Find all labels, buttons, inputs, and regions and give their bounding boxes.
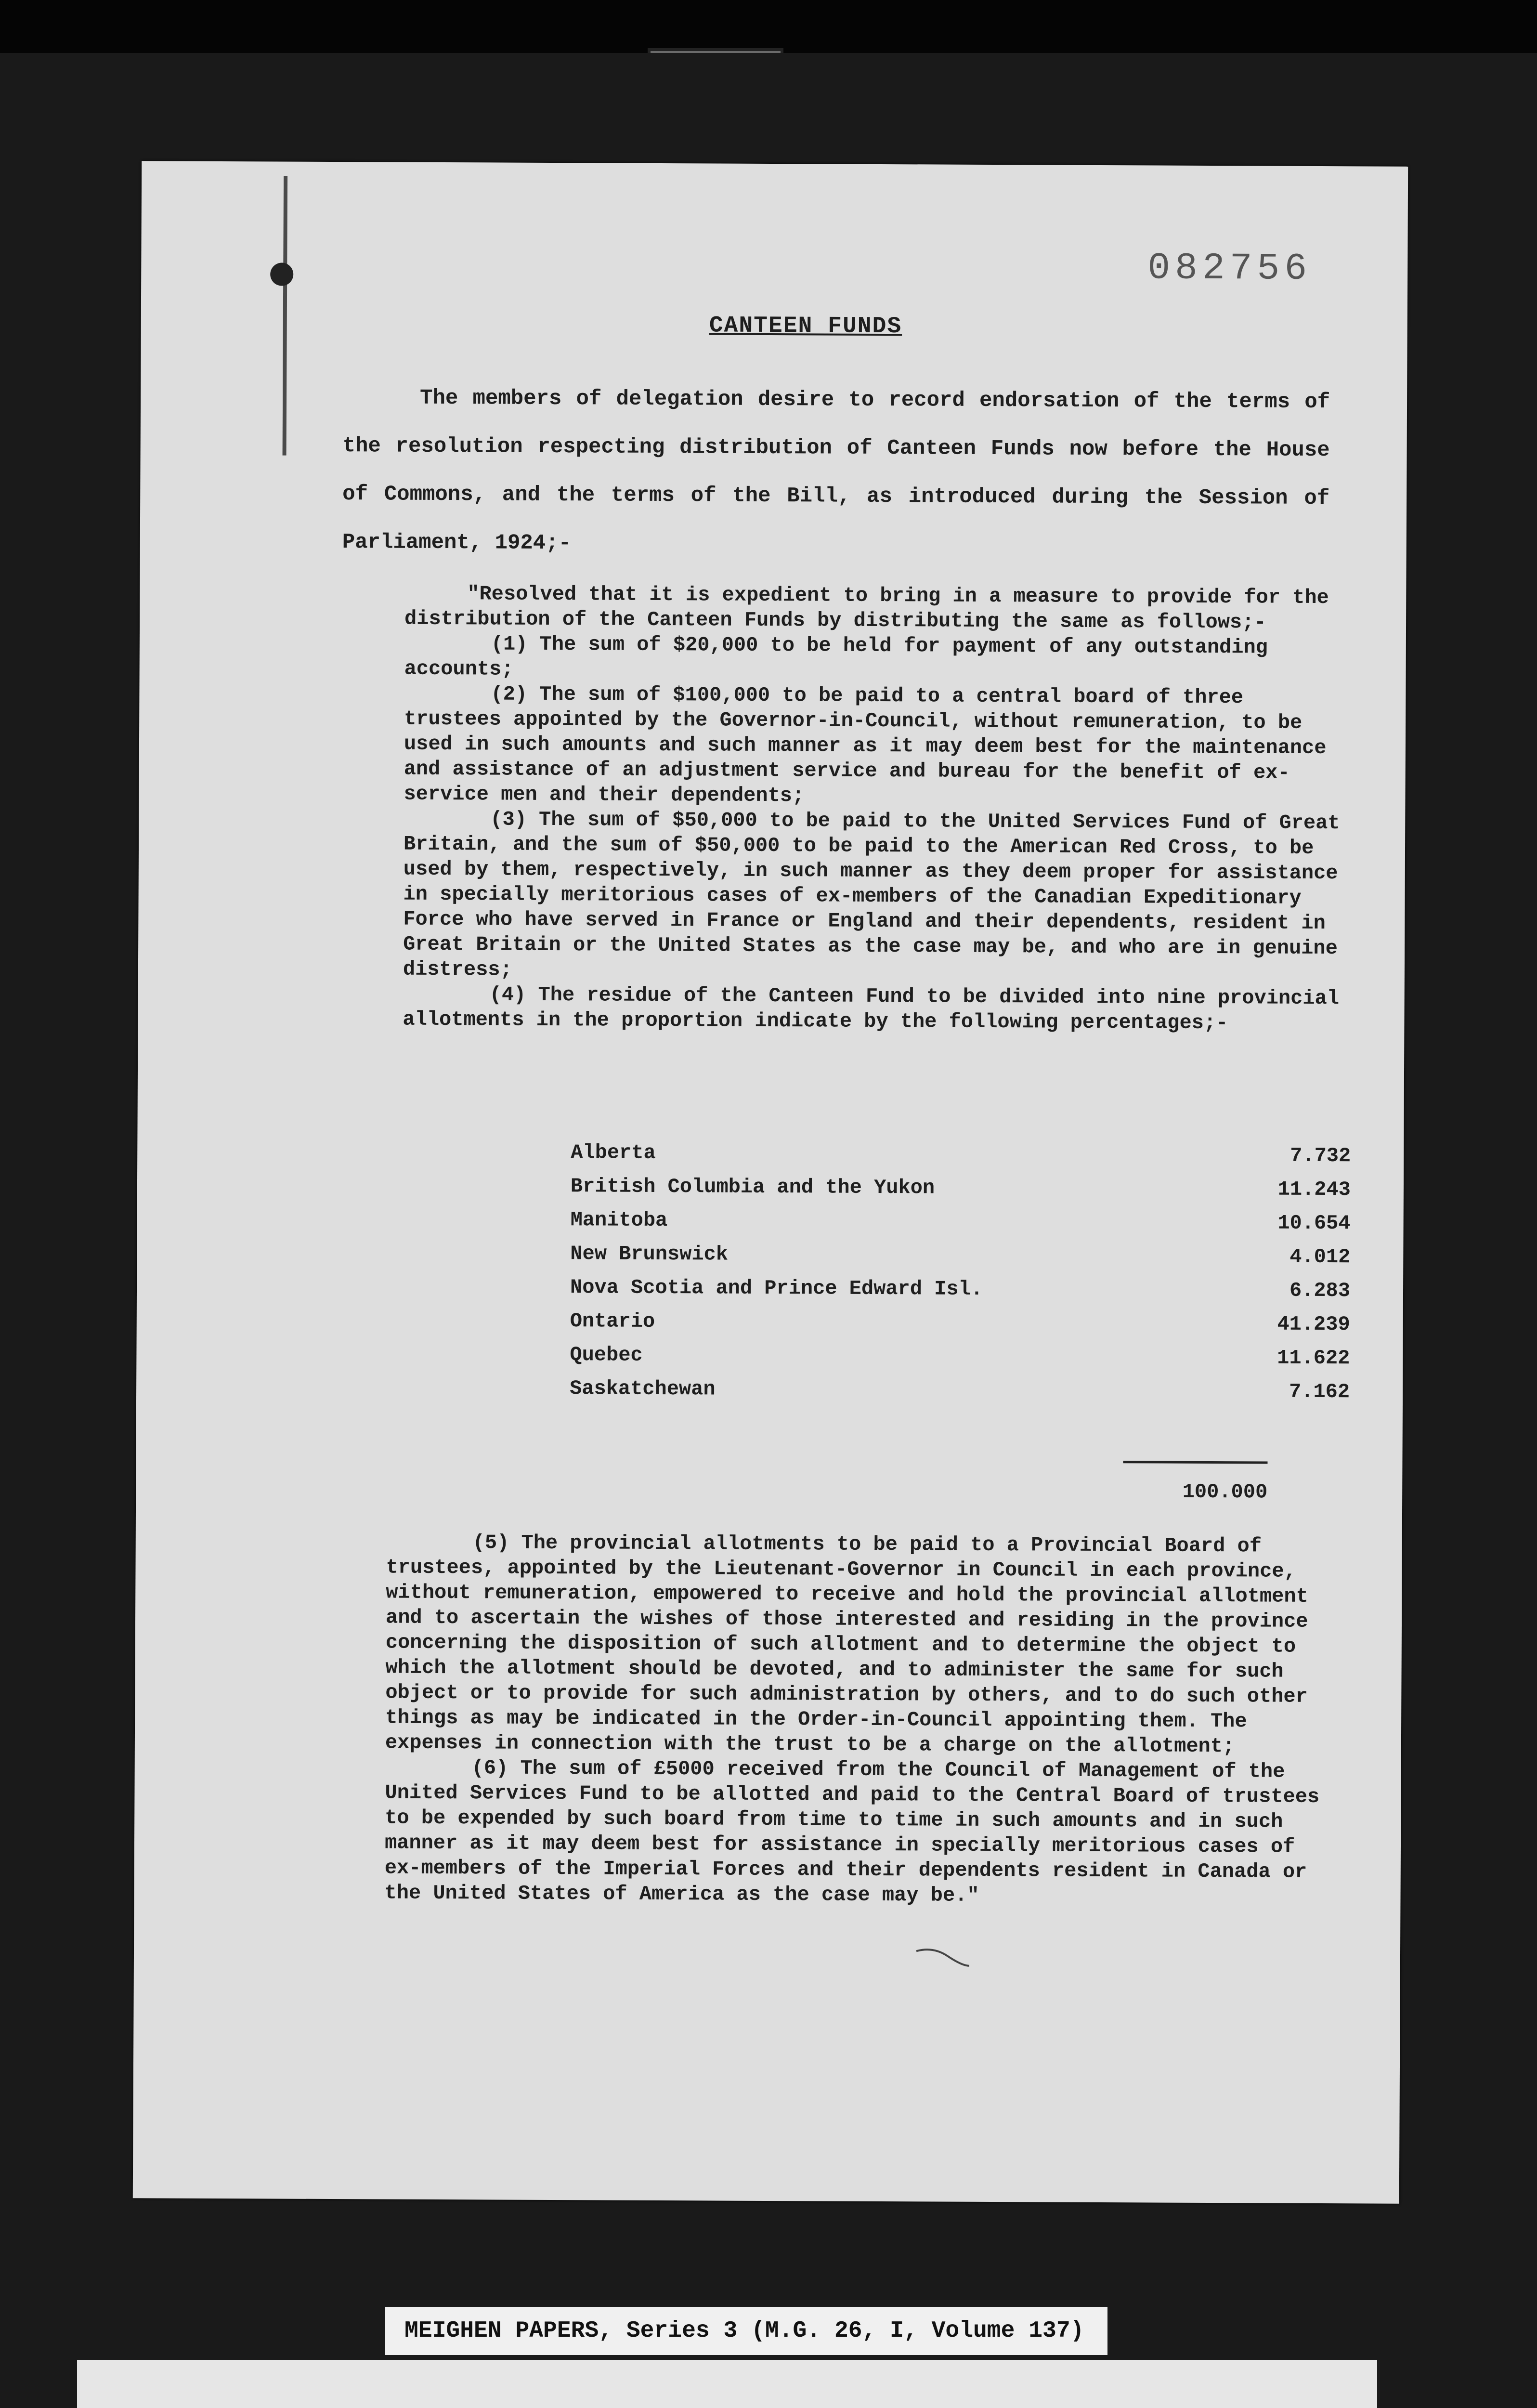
archive-card: [77, 2360, 1377, 2408]
province-percentage: 6.283: [1289, 1279, 1351, 1303]
province-percentage: 10.654: [1277, 1211, 1351, 1235]
table-row: [571, 1203, 1351, 1240]
reference-label: MEIGHEN PAPERS, Series 3 (M.G. 26, I, Volume 137): [385, 2307, 1107, 2355]
clause-4: (4) The residue of the Canteen Fund to be divided into nine provincial allotments in the proportion indicate by the following percentages;-: [403, 983, 1340, 1035]
table-row: [570, 1270, 1350, 1308]
province-percentage: 4.012: [1290, 1245, 1351, 1269]
margin-mark: [283, 176, 288, 456]
province-percentage: 41.239: [1277, 1312, 1350, 1336]
clause-5: (5) The provincial allotments to be paid to a Provincial Board of trustees, appointed by the Lieutenant-Governor in Council in each province, without remuneration, empowered to receive and hold the provincial allotment and to ascertain the wishes of those interested and residing in the province concerning the disposition of such allotment and to determine the object to which the allotment should be devoted, and to administer the same for such object or to provide for such administration by others, and to do such other things as may be indicated in the Order-in-Council appointing them. The expenses in connection with the trust to be a charge on the allotment;: [385, 1531, 1308, 1758]
province-name: Alberta: [571, 1141, 656, 1165]
table-row: [570, 1237, 1350, 1274]
stamp-number: 082756: [1147, 247, 1312, 290]
province-percentage: 7.732: [1290, 1144, 1351, 1168]
percentage-total: 100.000: [1182, 1480, 1268, 1504]
resolution-continued: [384, 1530, 1329, 1910]
clause-1: (1) The sum of $20,000 to be held for payment of any outstanding accounts;: [404, 632, 1268, 681]
pen-mark: [914, 1946, 972, 1971]
film-top-band: [0, 0, 1537, 53]
percentage-table: [570, 1136, 1351, 1409]
province-name: British Columbia and the Yukon: [570, 1175, 935, 1200]
province-percentage: 7.162: [1289, 1380, 1350, 1404]
clause-6: (6) The sum of £5000 received from the Council of Management of the United Services Fund to be allotted and paid to the Central Board of trustees to be expended by such board from time to time in such amounts and in such manner as it may deem best for assistance in specially meritorious cases of ex-members of the Imperial Forces and their dependents resident in Canada or the United States of America as the case may be.": [384, 1756, 1320, 1907]
province-percentage: 11.243: [1277, 1178, 1351, 1202]
intro-paragraph: [342, 374, 1330, 571]
punch-hole: [270, 262, 293, 286]
table-row: [570, 1304, 1350, 1341]
province-name: Ontario: [570, 1309, 655, 1333]
table-row: [570, 1372, 1350, 1409]
province-name: Saskatchewan: [570, 1377, 716, 1401]
page-title: CANTEEN FUNDS: [709, 313, 902, 340]
table-row: [570, 1338, 1350, 1375]
table-row: [571, 1136, 1351, 1173]
intro-text: The members of delegation desire to record endorsation of the terms of the resolution respecting distribution of Canteen Funds now before the House of Commons, and the terms of the Bill, as introduced during the Session of Parliament, 1924;-: [342, 386, 1330, 556]
total-rule: [1123, 1461, 1267, 1464]
document-page: [133, 161, 1408, 2203]
table-row: [571, 1169, 1351, 1206]
clause-2: (2) The sum of $100,000 to be paid to a central board of three trustees appointed by the Governor-in-Council, without remuneration, to be used in such amounts and such manner as it may deem best for the maintenance and assistance of an adjustment service and bureau for the benefit of ex-service men and their dependents;: [404, 682, 1327, 808]
province-name: Quebec: [570, 1343, 643, 1367]
province-name: New Brunswick: [570, 1242, 729, 1266]
resolution-opening: "Resolved that it is expedient to bring in a measure to provide for the distribution of the Canteen Funds by distributing the same as follows;-: [404, 582, 1329, 634]
province-name: Manitoba: [570, 1208, 668, 1232]
province-name: Nova Scotia and Prince Edward Isl.: [570, 1276, 983, 1301]
province-percentage: 11.622: [1277, 1346, 1350, 1370]
resolution-block: [403, 581, 1348, 1036]
clause-3: (3) The sum of $50,000 to be paid to the United Services Fund of Great Britain, and the sum of $50,000 to be paid to the American Red Cross, to be used by them, respectively, in such manner as they deem proper for assistance in specially meritorious cases of ex-members of the Canadian Expeditionary Force who have served in France or England and their dependents, resident in Great Britain or the United States as the case may be, and who are in genuine distress;: [403, 808, 1340, 982]
